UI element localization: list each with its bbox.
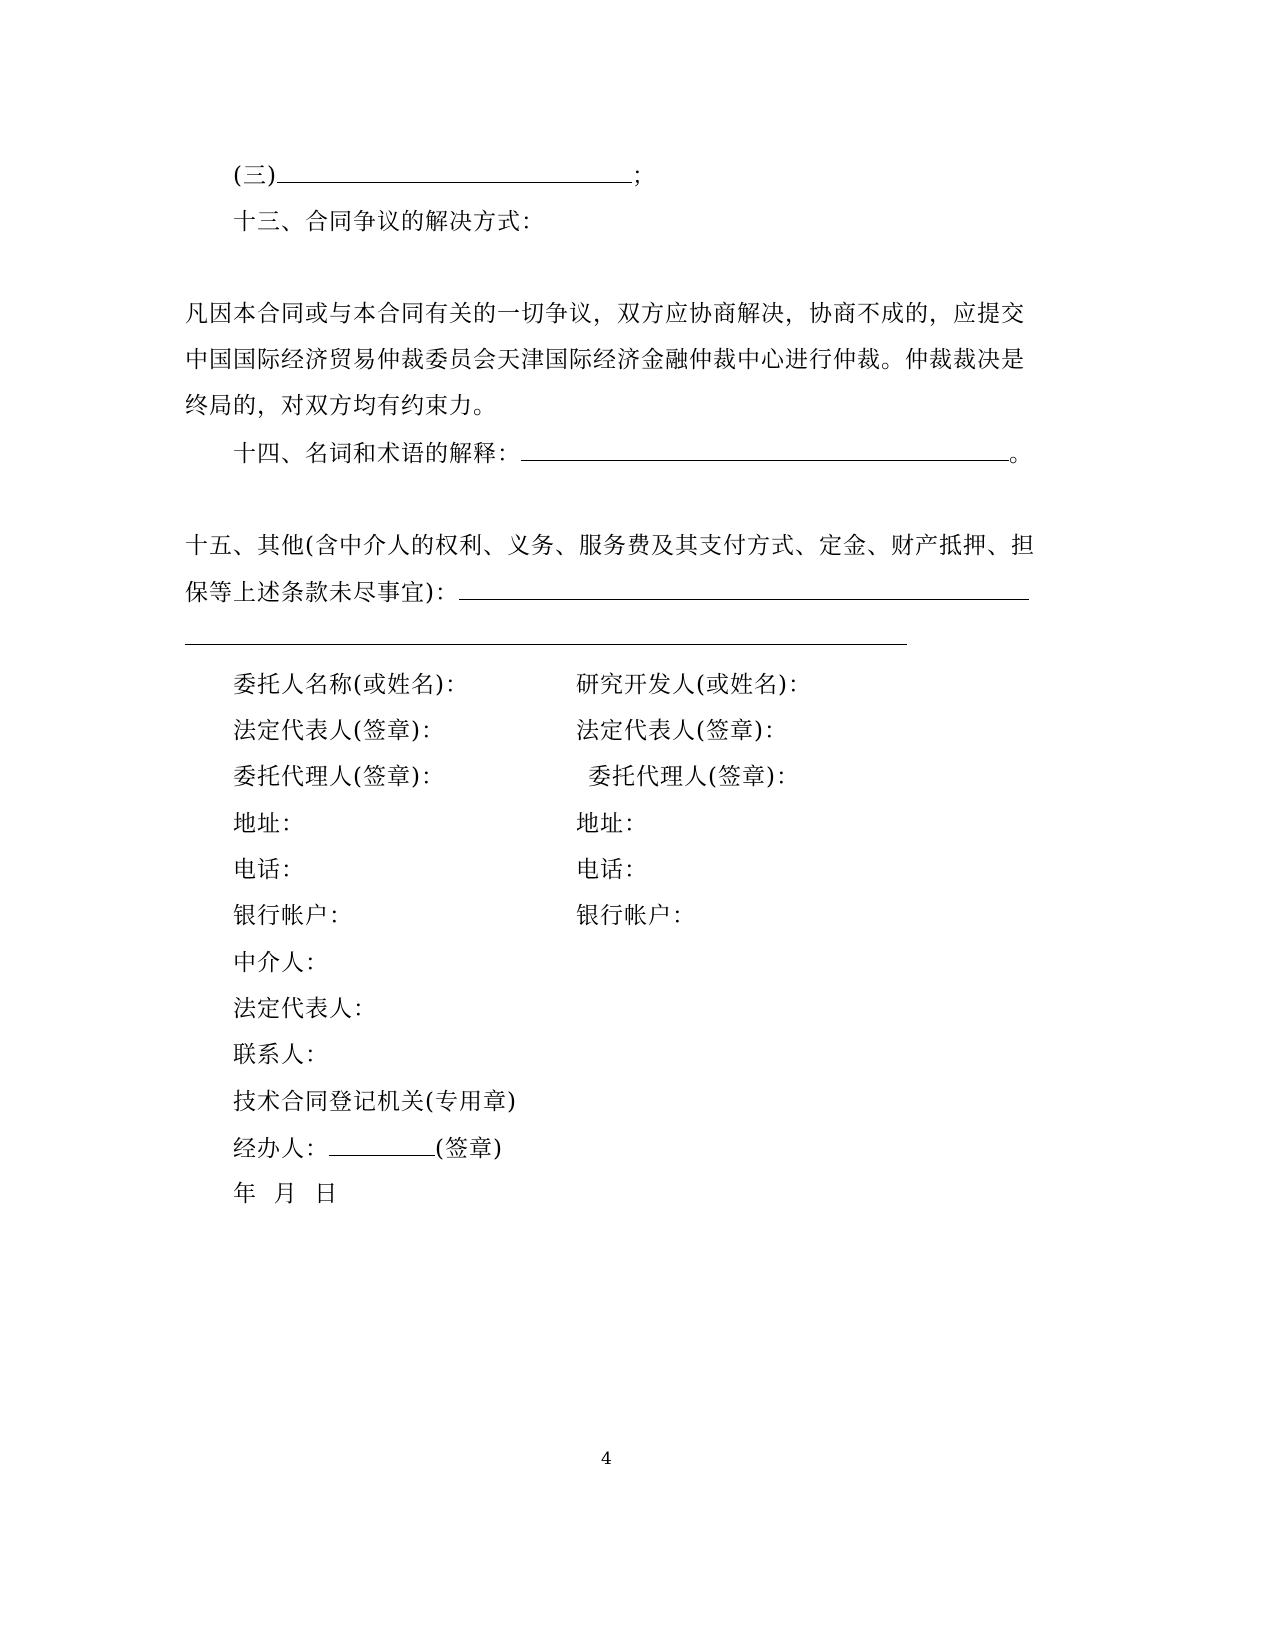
item-3-label: (三) [233,163,277,189]
clause-15-blank [459,577,1029,600]
clause-13-title: 十三、合同争议的解决方式： [233,209,545,235]
registration-authority-label: 技术合同登记机关(专用章) [233,1089,517,1115]
developer-legal-rep-label: 法定代表人(签章)： [576,718,788,744]
clause-13-body-line-3: 终局的，对双方均有约束力。 [185,393,497,419]
clause-14-end: 。 [1009,441,1033,467]
clause-15-label: 保等上述条款未尽事宜)： [185,580,459,606]
developer-agent-label: 委托代理人(签章)： [588,764,800,790]
clause-13-body-line-1: 凡因本合同或与本合同有关的一切争议，双方应协商解决，协商不成的，应提交 [185,301,1025,327]
clause-14-line [233,438,1033,469]
developer-phone-label: 电话： [576,857,648,883]
developer-address-label: 地址： [576,811,648,837]
contact-person-label: 联系人： [233,1042,329,1068]
handler-end: (签章) [435,1136,503,1162]
developer-bank-label: 银行帐户： [576,903,696,929]
intermediary-label: 中介人： [233,950,329,976]
handler-blank [329,1133,435,1156]
client-address-label: 地址： [233,811,305,837]
client-phone-label: 电话： [233,857,305,883]
client-bank-label: 银行帐户： [233,903,353,929]
clause-14-label: 十四、名词和术语的解释： [233,441,521,467]
page-number: 4 [601,1449,612,1469]
intermediary-legal-rep-label: 法定代表人： [233,996,377,1022]
item-3-blank [277,160,632,183]
client-agent-label: 委托代理人(签章)： [233,764,445,790]
clause-14-blank [521,438,1009,461]
clause-13-body-line-2: 中国国际经济贸易仲裁委员会天津国际经济金融仲裁中心进行仲裁。仲裁裁决是 [185,347,1025,373]
handler-label: 经办人： [233,1136,329,1162]
item-3-line [233,160,656,191]
clause-15-continuation-rule [185,644,907,645]
handler-line [233,1133,503,1164]
clause-15-line-1: 十五、其他(含中介人的权利、义务、服务费及其支付方式、定金、财产抵押、担 [185,533,1035,559]
client-legal-rep-label: 法定代表人(签章)： [233,718,445,744]
developer-name-label: 研究开发人(或姓名)： [576,672,812,698]
clause-15-line-2 [185,577,1029,608]
date-line: 年 月 日 [233,1181,339,1207]
client-name-label: 委托人名称(或姓名)： [233,672,469,698]
item-3-end: ； [631,163,656,189]
